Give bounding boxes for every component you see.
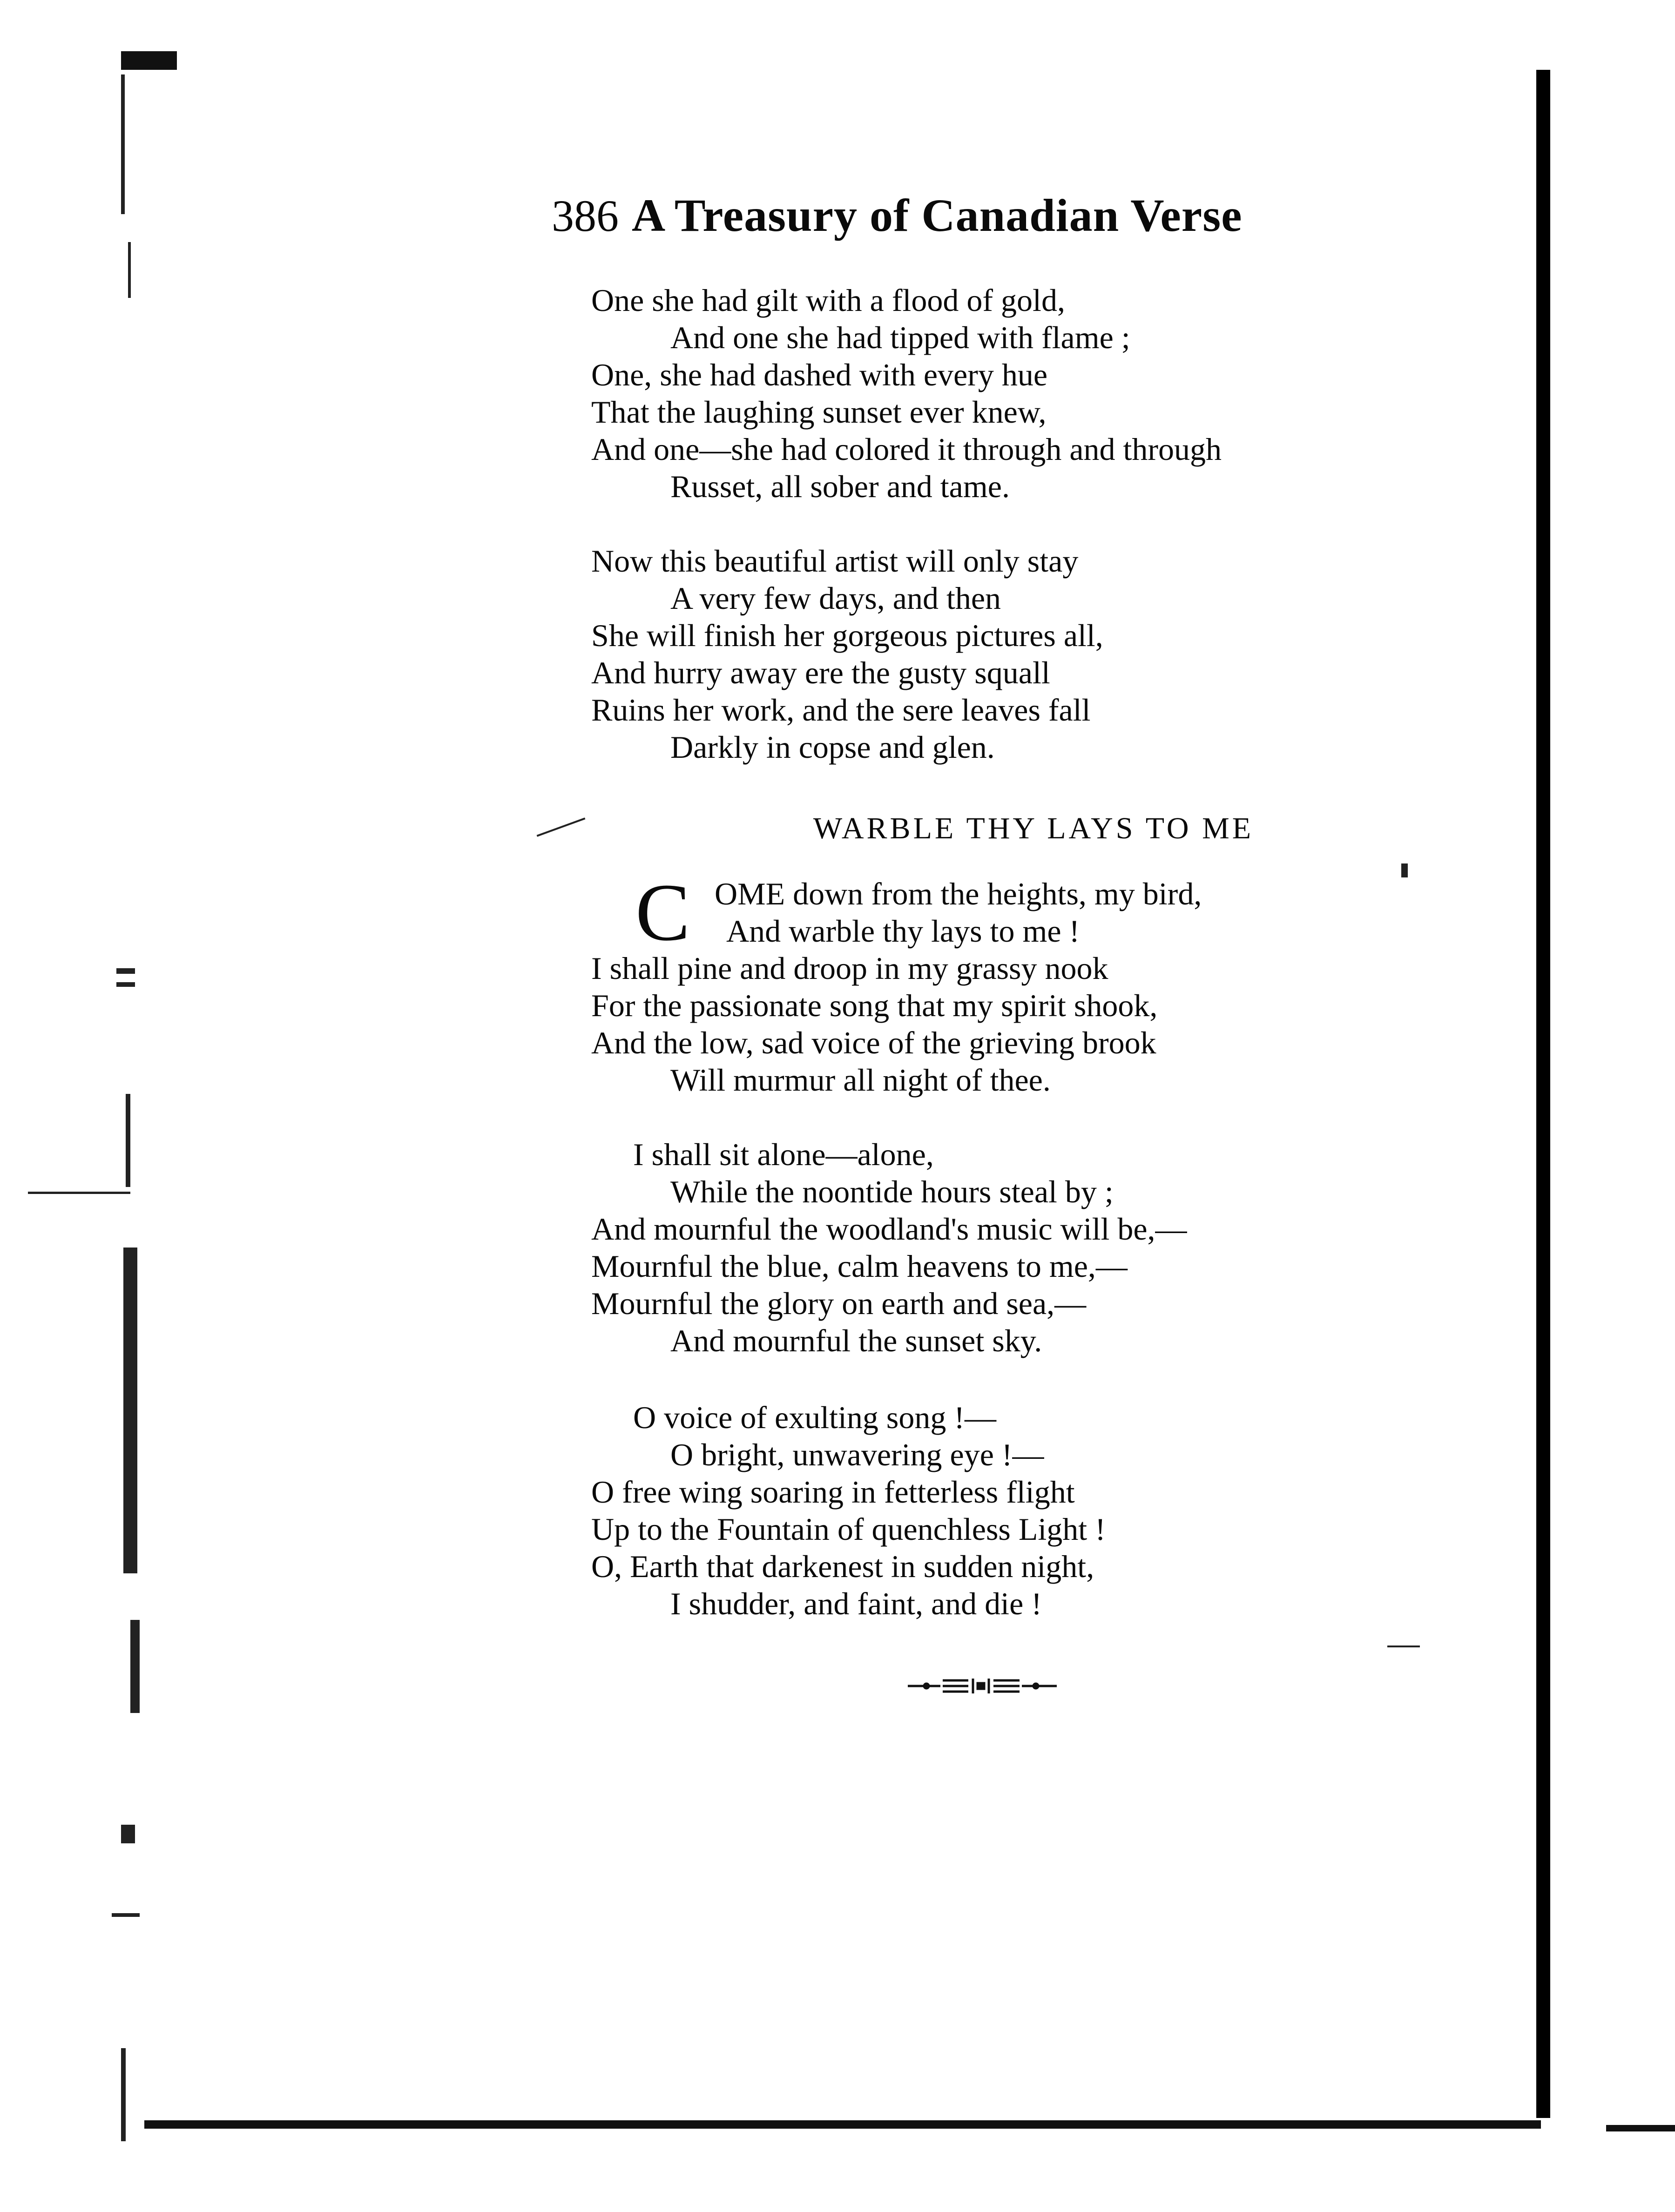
verse-line: For the passionate song that my spirit shook, — [591, 988, 1158, 1023]
verse-line: Ruins her work, and the sere leaves fall — [591, 692, 1091, 728]
verse-line: That the laughing sunset ever knew, — [591, 394, 1047, 430]
verse-line: O free wing soaring in fetterless flight — [591, 1474, 1075, 1510]
bottom-edge-rule-right — [1606, 2125, 1675, 2131]
running-header — [552, 189, 1483, 254]
verse-line: One she had gilt with a flood of gold, — [591, 283, 1065, 318]
running-title: A Treasury of Canadian Verse — [632, 189, 1243, 241]
verse-line: And warble thy lays to me ! — [726, 913, 1080, 949]
verse-line: And one—she had colored it through and through — [591, 432, 1222, 467]
bottom-edge-rule — [144, 2120, 1541, 2129]
ornament-icon — [908, 1676, 1057, 1696]
verse-line: One, she had dashed with every hue — [591, 357, 1048, 392]
drop-cap-block — [591, 867, 1476, 958]
verse-line: O bright, unwavering eye !— — [670, 1437, 1044, 1472]
page-number: 386 — [552, 191, 619, 241]
stanza — [591, 867, 1476, 1099]
binding-line — [28, 1192, 130, 1194]
drop-cap: C — [635, 867, 690, 958]
verse-line: I shudder, and faint, and die ! — [670, 1586, 1042, 1621]
verse-line: And hurry away ere the gusty squall — [591, 655, 1050, 690]
scan-speck — [1387, 1646, 1420, 1647]
stanza — [591, 1399, 1476, 1622]
verse-line: Now this beautiful artist will only stay — [591, 543, 1079, 579]
verse-line: Russet, all sober and tame. — [670, 469, 1010, 504]
verse-line: And mournful the woodland's music will be,— — [591, 1211, 1187, 1247]
scan-speck — [537, 817, 586, 836]
verse-line: Darkly in copse and glen. — [670, 729, 995, 765]
verse-line: Mournful the glory on earth and sea,— — [591, 1286, 1087, 1321]
verse-line: O, Earth that darkenest in sudden night, — [591, 1549, 1094, 1584]
verse-line: She will finish her gorgeous pictures all, — [591, 618, 1103, 653]
poem-title: WARBLE THY LAYS TO ME — [813, 811, 1254, 845]
verse-line: I shall sit alone—alone, — [633, 1137, 934, 1172]
verse-line: And one she had tipped with flame ; — [670, 320, 1130, 355]
verse-line: I shall pine and droop in my grassy nook — [591, 951, 1108, 986]
page-edge-rule — [1536, 70, 1550, 2118]
verse-line: Up to the Fountain of quenchless Light ! — [591, 1511, 1106, 1547]
verse-line: And the low, sad voice of the grieving brook — [591, 1025, 1156, 1060]
verse-line: OME down from the heights, my bird, — [715, 876, 1202, 911]
stanza — [591, 542, 1476, 766]
verse-line: Mournful the blue, calm heavens to me,— — [591, 1248, 1128, 1284]
stanza — [591, 282, 1476, 505]
scan-speck — [1401, 863, 1408, 877]
stanza — [591, 1136, 1476, 1359]
binding-edge-noise — [102, 47, 172, 2169]
verse-line: While the noontide hours steal by ; — [670, 1174, 1114, 1209]
verse-line: And mournful the sunset sky. — [670, 1323, 1042, 1358]
verse-line: A very few days, and then — [670, 580, 1001, 616]
verse-line: Will murmur all night of thee. — [670, 1062, 1051, 1098]
verse-line: O voice of exulting song !— — [633, 1400, 996, 1435]
